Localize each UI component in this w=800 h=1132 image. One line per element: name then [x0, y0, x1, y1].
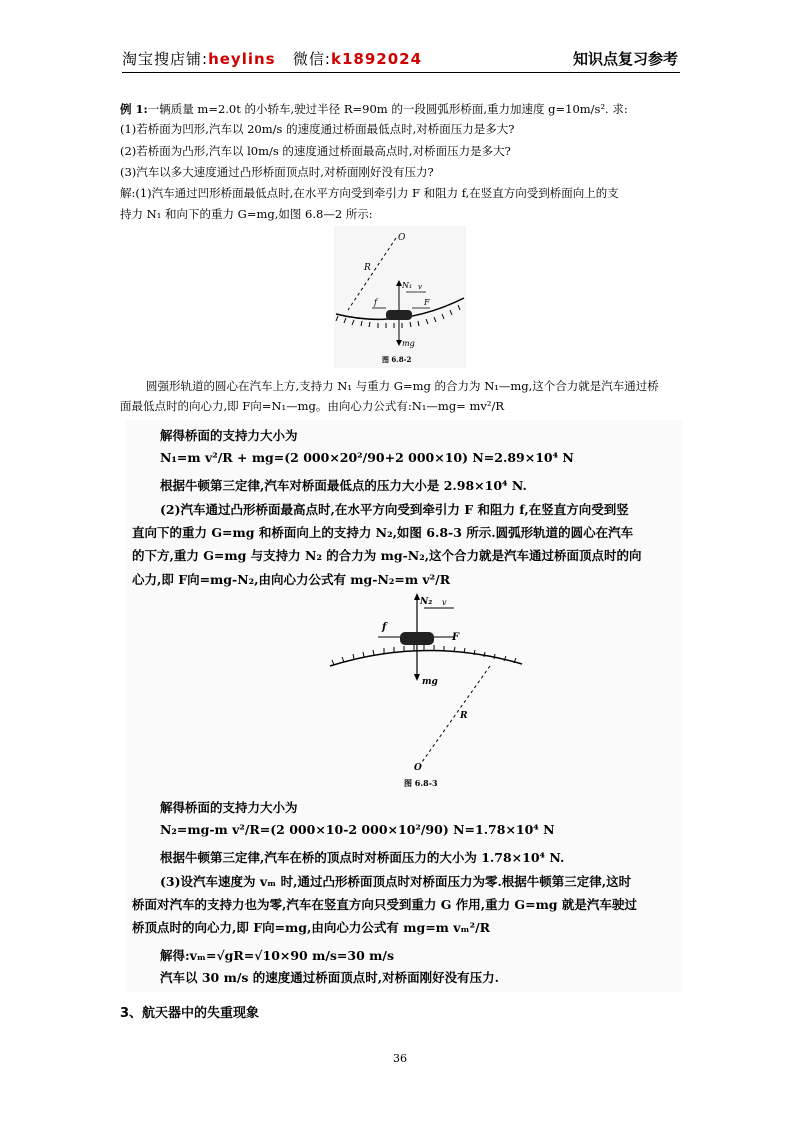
car-shape	[400, 632, 434, 645]
figure-6-8-3	[326, 590, 526, 790]
figure-background	[334, 226, 466, 368]
label-R: R	[460, 711, 468, 721]
page-header	[122, 44, 680, 73]
label-O: O	[398, 233, 406, 243]
page-number: 36	[393, 1052, 407, 1065]
gravity-arrowhead	[414, 674, 420, 681]
figure-caption: 图 6.8-2	[382, 355, 412, 364]
label-F: F	[452, 632, 460, 643]
car-shape	[386, 310, 412, 320]
label-F: F	[424, 298, 430, 307]
wechat-label: 微信:	[292, 50, 331, 68]
shop-name: heylins	[208, 50, 276, 68]
scan-line-15: 汽车以 30 m/s 的速度通过桥面顶点时,对桥面刚好没有压力.	[160, 970, 499, 985]
scan-line-6: 的下方,重力 G=mg 与支持力 N₂ 的合力为 mg-N₂,这个合力就是汽车通过桥面顶点时的向	[132, 548, 642, 563]
scan-line-11: (3)设汽车速度为 vₘ 时,通过凸形桥面顶点时对桥面压力为零.根据牛顿第三定律,这时	[160, 874, 632, 889]
label-mg: mg	[402, 339, 415, 348]
paragraph-1-line-1: 圆强形轨道的圆心在汽车上方,支持力 N₁ 与重力 G=mg 的合力为 N₁—mg,这个合力就是汽车通过桥	[146, 379, 659, 393]
label-O: O	[414, 763, 422, 773]
figure-6-8-2	[334, 226, 466, 368]
scan-line-3: 根据牛顿第三定律,汽车对桥面最低点的压力大小是 2.98×10⁴ N.	[160, 478, 527, 493]
scanned-solution	[126, 420, 682, 992]
scan-line-8: 解得桥面的支持力大小为	[160, 800, 298, 815]
scan-line-14: 解得:vₘ=√gR=√10×90 m/s=30 m/s	[160, 948, 394, 963]
shop-label: 淘宝搜店铺:	[122, 50, 209, 68]
convex-bridge-arc	[330, 650, 522, 666]
header-shop-info	[122, 48, 422, 69]
scan-line-13: 桥顶点时的向心力,即 F向=mg,由向心力公式有 mg=m vₘ²/R	[132, 920, 491, 935]
scan-line-7: 心力,即 F向=mg-N₂,由向心力公式有 mg-N₂=m v²/R	[132, 572, 451, 587]
example-problem	[120, 100, 628, 119]
question-3: (3)汽车以多大速度通过凸形桥面顶点时,对桥面刚好没有压力?	[120, 165, 434, 179]
solution-1-line-2: 持力 N₁ 和向下的重力 G=mg,如图 6.8—2 所示:	[120, 207, 373, 221]
bridge-hatching	[332, 645, 516, 665]
scan-line-2: N₁=m v²/R + mg=(2 000×20²/90+2 000×10) N=2.89×10⁴ N	[160, 450, 574, 465]
problem-text: 一辆质量 m=2.0t 的小轿车,驶过半径 R=90m 的一段圆弧形桥面,重力加速度 g=10m/s². 求:	[147, 102, 628, 116]
scan-line-4: (2)汽车通过凸形桥面最高点时,在水平方向受到牵引力 F 和阻力 f,在竖直方向受到竖	[160, 502, 629, 517]
section-title: 3、航天器中的失重现象	[120, 1006, 260, 1021]
header-title: 知识点复习参考	[572, 50, 678, 68]
scan-line-1: 解得桥面的支持力大小为	[160, 428, 298, 443]
scan-line-12: 桥面对汽车的支持力也为零,汽车在竖直方向只受到重力 G 作用,重力 G=mg 就是汽车驶过	[132, 897, 637, 912]
scan-line-10: 根据牛顿第三定律,汽车在桥的顶点时对桥面压力的大小为 1.78×10⁴ N.	[160, 850, 565, 865]
scan-line-5: 直向下的重力 G=mg 和桥面向上的支持力 N₂,如图 6.8-3 所示.圆弧形轨道的圆心在汽车	[132, 525, 634, 540]
scan-line-9: N₂=mg-m v²/R=(2 000×10-2 000×10²/90) N=1.78×10⁴ N	[160, 822, 555, 837]
label-f: f	[382, 622, 387, 633]
label-f: f	[374, 298, 377, 307]
label-R: R	[364, 263, 371, 273]
example-label: 例 1:	[120, 102, 148, 116]
wechat-id: k1892024	[330, 50, 423, 68]
figure-caption: 图 6.8-3	[404, 778, 438, 788]
label-mg: mg	[422, 677, 438, 687]
question-2: (2)若桥面为凸形,汽车以 l0m/s 的速度通过桥面最高点时,对桥面压力是多大?	[120, 144, 511, 158]
label-v: v	[418, 283, 422, 291]
question-1: (1)若桥面为凹形,汽车以 20m/s 的速度通过桥面最低点时,对桥面压力是多大?	[120, 122, 515, 136]
label-v: v	[442, 598, 447, 607]
label-N2: N₂	[420, 597, 433, 607]
label-N1: N₁	[402, 281, 413, 290]
solution-1-line-1: 解:(1)汽车通过凹形桥面最低点时,在水平方向受到牵引力 F 和阻力 f,在竖直方向受到桥面向上的支	[120, 186, 619, 200]
paragraph-1-line-2: 面最低点时的向心力,即 F向=N₁—mg。由向心力公式有:N₁—mg= mv²/R	[120, 399, 505, 413]
